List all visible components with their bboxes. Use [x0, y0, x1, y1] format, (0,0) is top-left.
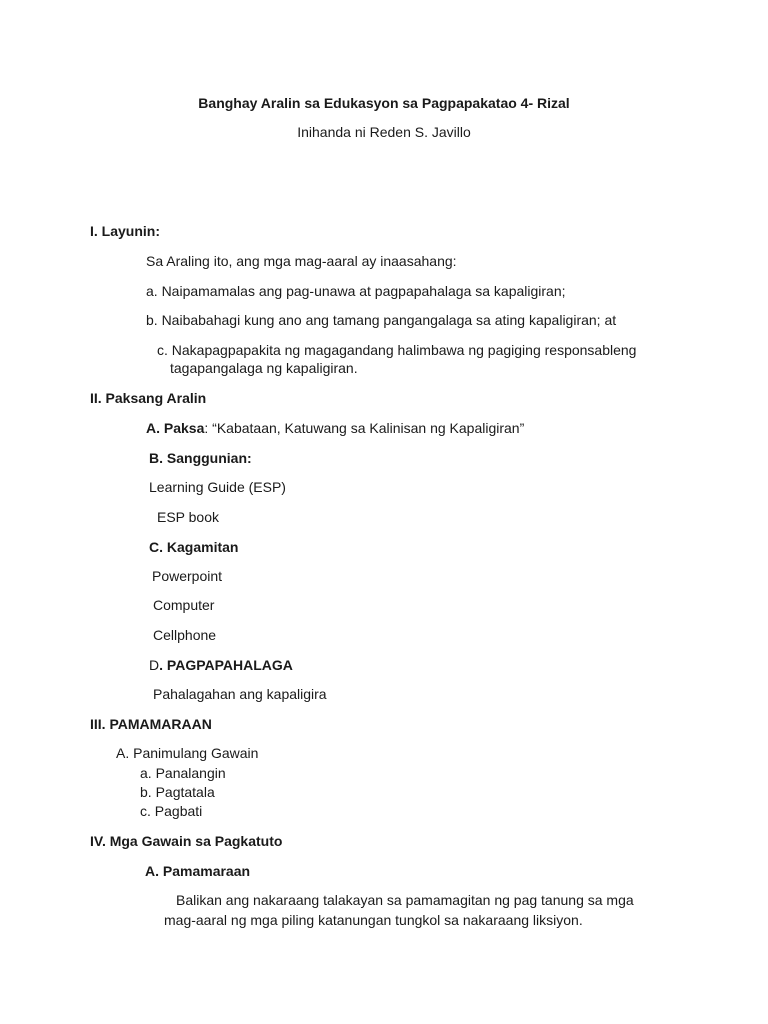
pamamaraan-subitem: c. Pagbati	[140, 803, 203, 819]
kagamitan-item: Powerpoint	[152, 568, 223, 584]
sanggunian-item: Learning Guide (ESP)	[149, 479, 286, 495]
layunin-item-b: b. Naibabahagi kung ano ang tamang pangangalaga sa ating kapaligiran; at	[146, 312, 617, 328]
kagamitan-item: Computer	[153, 597, 215, 613]
sanggunian-label: B. Sanggunian:	[149, 450, 252, 466]
layunin-intro: Sa Araling ito, ang mga mag-aaral ay inaasahang:	[146, 253, 457, 269]
section-heading-layunin: I. Layunin:	[90, 223, 160, 239]
pagpapahalaga-letter: D	[149, 657, 160, 673]
gawain-paragraph-line: Balikan ang nakaraang talakayan sa pamamagitan ng pag tanung sa mga	[176, 892, 634, 908]
section-heading-gawain: IV. Mga Gawain sa Pagkatuto	[90, 833, 283, 849]
sanggunian-item: ESP book	[157, 509, 220, 525]
layunin-item-a: a. Naipamamalas ang pag-unawa at pagpapahalaga sa kapaligiran;	[146, 283, 566, 299]
document-title: Banghay Aralin sa Edukasyon sa Pagpapakatao 4- Rizal	[198, 95, 570, 111]
layunin-item-c: c. Nakapagpapakita ng magagandang halimbawa ng pagiging responsableng	[157, 342, 637, 358]
paksa-value: : “Kabataan, Katuwang sa Kalinisan ng Kapaligiran”	[204, 420, 525, 436]
paksa-label: A. Paksa	[146, 420, 205, 436]
pagpapahalaga-line	[149, 656, 293, 674]
gawain-paragraph-line: mag-aaral ng mga piling katanungan tungkol sa nakaraang liksiyon.	[164, 912, 583, 928]
pamamaraan-item-a: A. Panimulang Gawain	[116, 745, 259, 761]
pamamaraan-subitem: b. Pagtatala	[140, 784, 215, 800]
pagpapahalaga-label: . PAGPAPAHALAGA	[159, 657, 293, 673]
section-heading-paksang-aralin: II. Paksang Aralin	[90, 390, 207, 406]
paksa-line	[146, 419, 524, 437]
kagamitan-label: C. Kagamitan	[149, 539, 239, 555]
section-heading-pamamaraan: III. PAMAMARAAN	[90, 716, 212, 732]
pagpapahalaga-value: Pahalagahan ang kapaligira	[153, 686, 327, 702]
gawain-sub-heading: A. Pamamaraan	[145, 863, 251, 879]
author-line: Inihanda ni Reden S. Javillo	[297, 124, 471, 140]
pamamaraan-subitem: a. Panalangin	[140, 765, 226, 781]
kagamitan-item: Cellphone	[153, 627, 217, 643]
layunin-item-c-continued: tagapangalaga ng kapaligiran.	[170, 360, 358, 376]
